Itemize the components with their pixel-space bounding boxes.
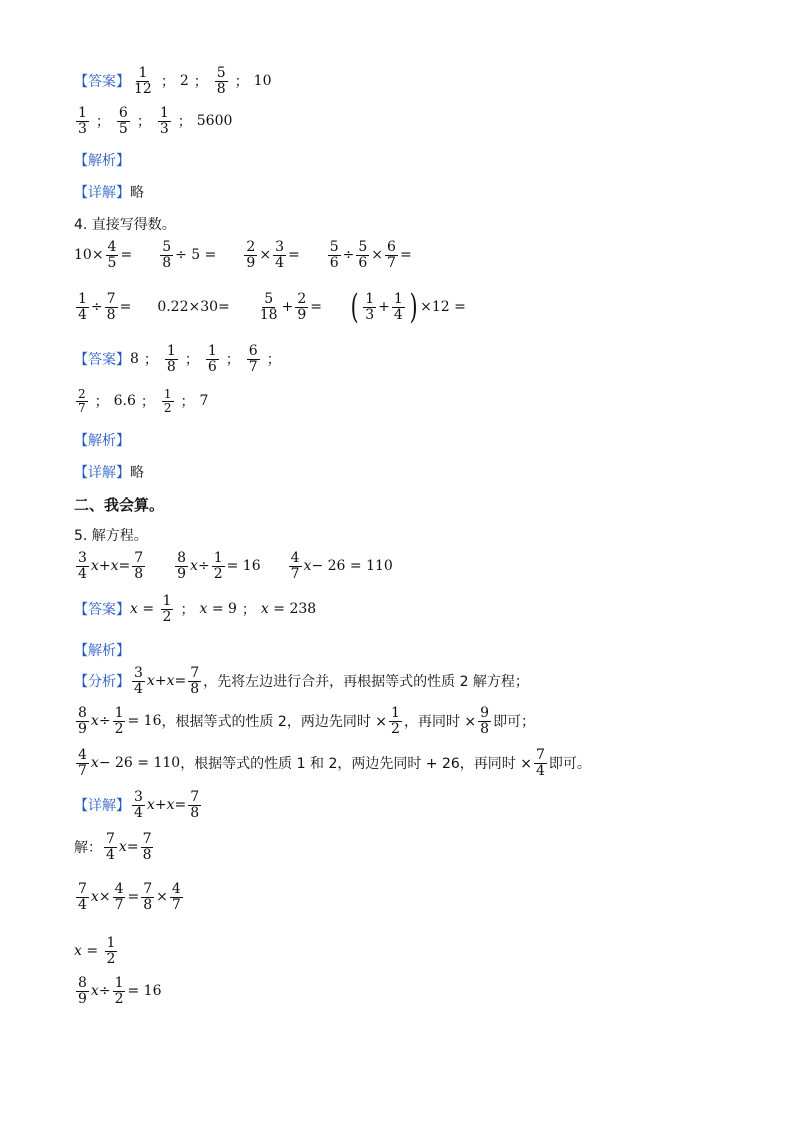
answer-value: 5600 bbox=[196, 113, 233, 130]
analysis-label: 【解析】 bbox=[74, 433, 130, 449]
question-title: 4. 直接写得数。 bbox=[74, 217, 176, 233]
answer-value: 2 bbox=[179, 73, 189, 90]
detail-label: 【详解】 bbox=[74, 465, 130, 481]
fraction: $\frac{1}{3}$ bbox=[78, 105, 87, 137]
section-heading: 二、我会算。 bbox=[74, 496, 165, 514]
q4-title bbox=[74, 214, 176, 234]
analysis-label: 【解析】 bbox=[74, 153, 130, 169]
detail-step-2: 解： $\frac{7}{4}$ x = $\frac{7}{8}$ bbox=[74, 831, 152, 863]
section-title bbox=[74, 494, 164, 515]
fenxi-text: ，先将左边进行合并，再根据等式的性质 2 解方程； bbox=[203, 674, 529, 691]
fenxi-text: 即可。 bbox=[548, 756, 591, 773]
fraction: $\frac{6}{5}$ bbox=[118, 105, 128, 137]
q4-problems-row-1: 10× $\frac{4}{5}$ = $\frac{5}{8}$ ÷ 5 = $\frac{2}{9}$ × $\frac{3}{4}$ = $\frac{5}{6}$ ÷ $\frac{5}{6}$ × $\frac{6}{7}$ = bbox=[74, 239, 412, 271]
answer-label: 【答案】 bbox=[74, 352, 130, 369]
answer-label: 【答案】 bbox=[74, 74, 130, 91]
answer-value: 10 bbox=[253, 73, 272, 90]
q3-answer-line-1: 【答案】 $\frac{1}{12}$ ； 2 ； $\frac{5}{8}$ ； 10 bbox=[74, 65, 272, 97]
fenxi-line-2: $\frac{8}{9}$ x ÷ $\frac{1}{2}$ = 16 ，根据等式的性质 2，两边先同时 × $\frac{1}{2}$ ，再同时 × $\frac{9}{8}$ 即可； bbox=[78, 705, 536, 737]
fenxi-text: ，再同时 × bbox=[403, 714, 477, 731]
fenxi-text: 即可； bbox=[493, 714, 536, 731]
fenxi-line-3: $\frac{4}{7}$ x − 26 = 110 ，根据等式的性质 1 和 2，两边先同时 + 26，再同时 × $\frac{7}{4}$ 即可。 bbox=[78, 747, 591, 779]
q5-problems: $\frac{3}{4}$ x + x = $\frac{7}{8}$ $\frac{8}{9}$ x ÷ $\frac{1}{2}$ = 16 $\frac{4}{7}$ x − 26 = 110 bbox=[78, 550, 393, 582]
detail-line bbox=[74, 462, 144, 482]
q4-answer-line-1: 【答案】 8 ； $\frac{1}{8}$ ； $\frac{1}{6}$ ； $\frac{6}{7}$ ； bbox=[74, 343, 281, 375]
detail-step-3: $\frac{7}{4}$ x × $\frac{4}{7}$ = $\frac{7}{8}$ × $\frac{4}{7}$ bbox=[78, 881, 181, 913]
detail-label: 【详解】 bbox=[74, 185, 130, 201]
analysis-label-line bbox=[74, 430, 130, 450]
analysis-label: 【解析】 bbox=[74, 643, 130, 659]
q3-answer-line-2: $\frac{1}{3}$ ； $\frac{6}{5}$ ； $\frac{1}{3}$ ； 5600 bbox=[78, 105, 233, 137]
detail-step-1: 【详解】 $\frac{3}{4}$ x + x = $\frac{7}{8}$ bbox=[74, 789, 200, 821]
fenxi-label: 【分析】 bbox=[74, 674, 130, 691]
q5-title bbox=[74, 525, 148, 545]
detail-step-5: $\frac{8}{9}$ x ÷ $\frac{1}{2}$ = 16 bbox=[78, 975, 162, 1007]
detail-line bbox=[74, 182, 144, 202]
fraction: $\frac{5}{8}$ bbox=[216, 65, 226, 97]
fraction: $\frac{1}{12}$ bbox=[134, 65, 152, 97]
analysis-label-line bbox=[74, 150, 130, 170]
fraction: $\frac{1}{3}$ bbox=[159, 105, 169, 137]
fenxi-text: ，根据等式的性质 1 和 2，两边先同时 + 26，再同时 × bbox=[180, 756, 532, 773]
fenxi-text: ，根据等式的性质 2，两边先同时 × bbox=[161, 714, 388, 731]
detail-label: 【详解】 bbox=[74, 798, 130, 815]
q4-answer-line-2: $\frac{2}{7}$ ； 6.6 ； $\frac{1}{2}$ ； 7 bbox=[78, 387, 209, 415]
q4-problems-row-2: $\frac{1}{4}$ ÷ $\frac{7}{8}$ = 0.22×30= $\frac{5}{18}$ + $\frac{2}{9}$ = ( $\frac{1}{3}$ + $\frac{1}{4}$ ) ×12 = bbox=[78, 287, 466, 327]
analysis-label-line bbox=[74, 640, 130, 660]
detail-step-4: x = $\frac{1}{2}$ bbox=[74, 935, 116, 967]
answer-label: 【答案】 bbox=[74, 602, 130, 619]
detail-text: 略 bbox=[130, 185, 144, 201]
fenxi-line-1: 【分析】 $\frac{3}{4}$ x + x = $\frac{7}{8}$ ，先将左边进行合并，再根据等式的性质 2 解方程； bbox=[74, 665, 529, 697]
question-title: 5. 解方程。 bbox=[74, 528, 148, 544]
jie-label: 解： bbox=[74, 840, 102, 857]
q5-answer-line: 【答案】 x = $\frac{1}{2}$ ； x = 9 ； x = 238 bbox=[74, 593, 317, 625]
detail-text: 略 bbox=[130, 465, 144, 481]
